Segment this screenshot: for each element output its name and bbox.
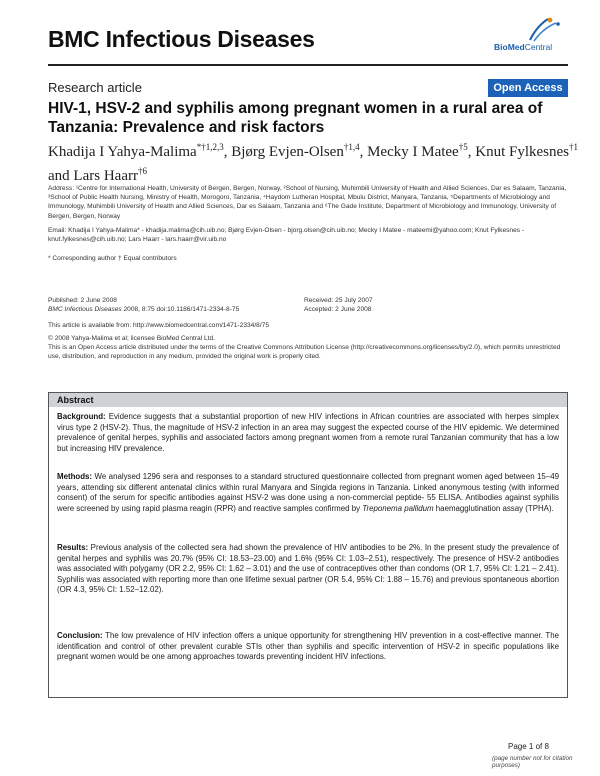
biomed-central-logo (494, 14, 568, 56)
author: Knut Fylkesnes (475, 144, 569, 160)
logo-mark-icon (494, 14, 568, 44)
copyright-line: © 2008 Yahya-Malima et al; licensee BioMed Central Ltd. (48, 335, 215, 342)
abstract-conclusion: Conclusion: The low prevalence of HIV infection offers a unique opportunity for strengthening HIV prevention in a cost-effective manner. The identification and control of other prevalent curable STIs other than syphilis and specific intervention of HSV-2 in specific populations like pregnant women would be one among approaches towards preventing incident HIV infections. (57, 631, 559, 662)
page-number: Page 1 of 8 (508, 742, 549, 751)
journal-title: BMC Infectious Diseases (48, 26, 315, 52)
received-accepted (304, 296, 504, 314)
author-footnote: * Corresponding author † Equal contributors (48, 255, 177, 262)
abstract-results: Results: Previous analysis of the collected sera had shown the prevalence of HIV antibodies to be 2%. In the present study the prevalence of genital herpes and syphilis was 20.7% (95% CI: 18.53–23.00) and 1.6% (95% CI: 1.03–2.51), respectively. The presence of HSV-2 antibodies was associated with polygamy (OR 2.2, 95% CI: 1.62 – 3.01) and the use of contraceptives other than condoms (OR 1.7, 95% CI: 1.21 – 2.41). Syphilis was associated with reporting more than one lifetime sexual partner (OR 5.4, 95% CI: 1.88 – 15.76) and previous spontaneous abortion (OR 4.3, 95% CI: 1.52–12.02). (57, 543, 559, 595)
article-type: Research article (48, 80, 142, 95)
abstract-heading: Abstract (49, 393, 567, 407)
author-emails: Email: Khadija I Yahya-Malima* - khadija.malima@cih.uib.no; Bjørg Evjen-Olsen - bjorg.olsen@cih.uib.no; Mecky I Matee - mateemi@yahoo.com; Knut Fylkesnes - knut.fylkesnes@cih.uib.no; Lars Haarr - lars.haarr@vir.uib.no (48, 227, 525, 244)
received-date: Received: 25 July 2007 (304, 297, 373, 304)
author: Bjørg Evjen-Olsen (231, 144, 344, 160)
published-date: Published: 2 June 2008 (48, 297, 117, 304)
article-title: HIV-1, HSV-2 and syphilis among pregnant women in a rural area of Tanzania: Prevalence and risk factors (48, 100, 543, 136)
page-number-note: (page number not for citation purposes) (492, 755, 573, 769)
affiliations: Address: ¹Centre for International Health, University of Bergen, Bergen, Norway, ²School of Nursing, Muhimbili University of Health and Allied Sciences, Dar es Salaam, Tanzania, ³School of Public Health Nursing, Ministry of Health, Morogoro, Tanzania, ⁴Haydom Lutheran Hospital, Mbulu District, Manyara, Tanzania, ⁵Departments of Microbiology and Immunology, Muhimbili University of Health and Allied Sciences, Dar es Salaam, Tanzania and ⁶The Gade Institute, Department of Microbiology and Immunology, University of Bergen, Bergen, Norway (48, 185, 567, 220)
abstract-background: Background: Evidence suggests that a substantial proportion of new HIV infections in African countries are associated with herpes simplex virus type 2 (HSV-2). Thus, the magnitude of HSV-2 infection in an area may suggest the expected course of the HIV epidemic. We determined prevalence of genital herpes, syphilis and associated factors among pregnant women from a remote rural Tanzanian community that has a low but increasing HIV prevalence. (57, 412, 559, 453)
logo-label: BioMedCentral (494, 42, 553, 52)
open-access-badge: Open Access (488, 79, 568, 97)
license-text: This is an Open Access article distributed under the terms of the Creative Commons Attribution License (http://creativecommons.org/licenses/by/2.0), which permits unrestricted use, distribution, and reproduction in any medium, provided the original work is properly cited. (48, 344, 561, 361)
accepted-date: Accepted: 2 June 2008 (304, 306, 372, 314)
author: Lars Haarr (73, 168, 138, 184)
abstract-methods: Methods: We analysed 1296 sera and responses to a standard structured questionnaire collected from pregnant women aged between 15–49 years, attending six different antenatal clinics within rural Manyara and Singida regions in Tanzania. Linked anonymous testing (with informed consent) of the serum for specific antibodies against HSV-2 was done using a non-commercial peptide- 55 ELISA. Antibodies against syphilis were screened by using rapid plasma reagin (RPR) and reactive samples confirmed by Treponema pallidum haemagglutination assay (TPHA). (57, 472, 559, 513)
publication-info (48, 296, 308, 314)
author-list: Khadija I Yahya-Malima$^{*\dagger 1,2,3}$, Bjørg Evjen-Olsen$^{\dagger 1,4}$, Mecky I Matee$^{\dagger 5}$, Knut Fylkesnes$^{\dagger 1}$ and Lars Haarr$^{\dagger 6}$ (48, 142, 578, 184)
abstract-box (48, 392, 568, 698)
copyright-notice (48, 334, 568, 362)
header-divider (48, 64, 568, 66)
author: Khadija I Yahya-Malima (48, 144, 197, 160)
author: Mecky I Matee (367, 144, 459, 160)
article-url[interactable]: This article is available from: http://www.biomedcentral.com/1471-2334/8/75 (48, 322, 269, 329)
citation: BMC Infectious Diseases 2008, 8:75 doi:10.1186/1471-2334-8-75 (48, 306, 240, 314)
